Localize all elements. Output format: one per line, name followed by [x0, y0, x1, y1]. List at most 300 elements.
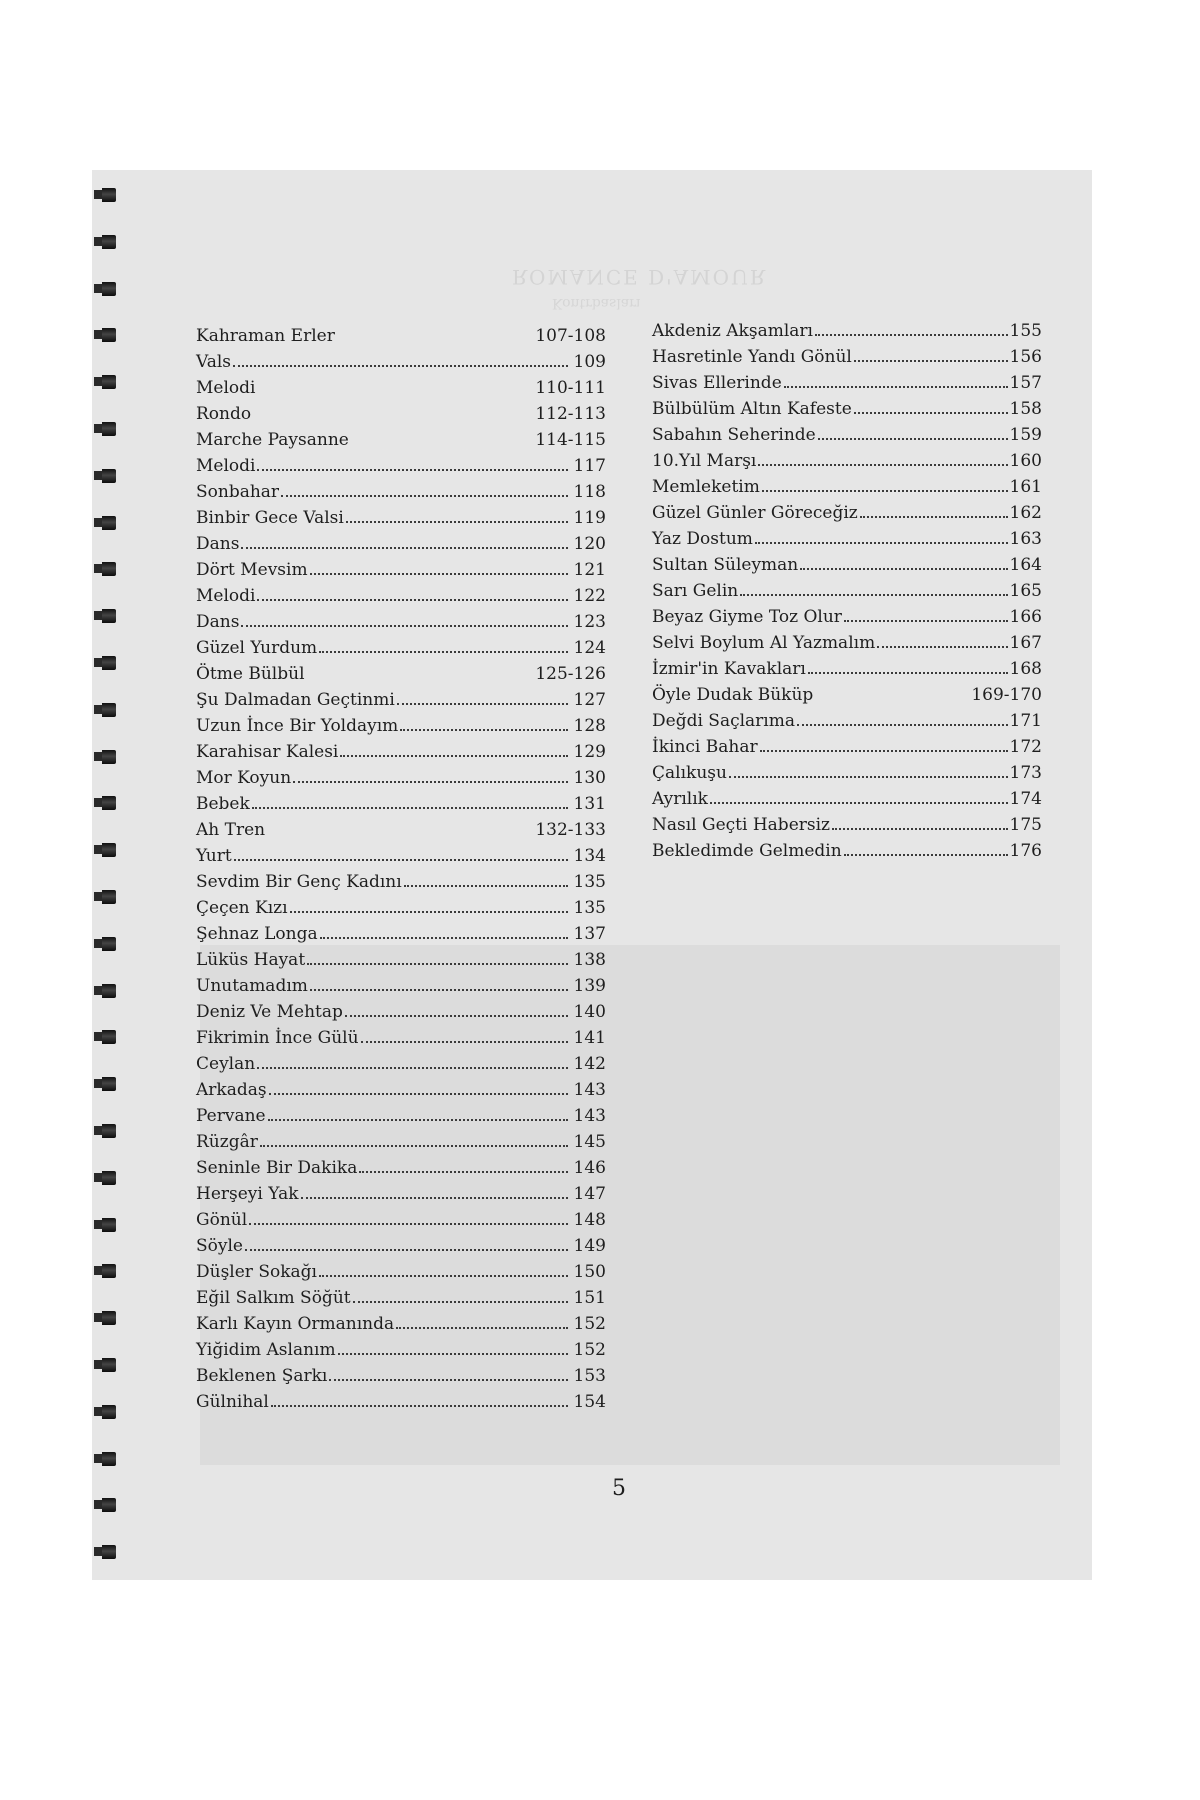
toc-entry	[196, 1259, 606, 1285]
dot-leader	[729, 775, 1008, 778]
toc-entry-title: Rüzgâr	[196, 1132, 258, 1152]
spiral-ring	[94, 188, 116, 202]
toc-entry-page: 157	[1009, 373, 1042, 393]
dot-leader	[710, 801, 1008, 804]
dot-leader	[353, 1300, 568, 1303]
dot-leader	[784, 385, 1008, 388]
dot-leader	[249, 1222, 568, 1225]
toc-entry-title: 10.Yıl Marşı	[652, 451, 757, 471]
spiral-ring-tip	[94, 1407, 102, 1416]
toc-entry	[652, 344, 1042, 370]
toc-entry	[196, 973, 606, 999]
toc-entry-title: Akdeniz Akşamları	[652, 321, 813, 341]
spiral-ring-body	[102, 1030, 116, 1044]
toc-entry-page: 173	[1009, 763, 1042, 783]
dot-leader	[234, 858, 568, 861]
spiral-ring	[94, 1124, 116, 1138]
toc-entry-title: Binbir Gece Valsi	[196, 508, 344, 528]
spiral-ring	[94, 422, 116, 436]
toc-entry	[196, 739, 606, 765]
spiral-ring-tip	[94, 798, 102, 807]
spiral-ring-tip	[94, 1454, 102, 1463]
toc-entry-page: 112-113	[535, 404, 606, 424]
toc-entry-page: 153	[573, 1366, 606, 1386]
toc-entry	[196, 921, 606, 947]
toc-entry	[196, 349, 606, 375]
spiral-ring-body	[102, 282, 116, 296]
dot-leader	[320, 936, 568, 939]
toc-entry	[652, 318, 1042, 344]
spiral-ring-body	[102, 1218, 116, 1232]
spiral-ring	[94, 1358, 116, 1372]
spiral-ring	[94, 1077, 116, 1091]
toc-entry	[196, 1025, 606, 1051]
dot-leader	[346, 520, 568, 523]
toc-entry	[652, 786, 1042, 812]
spiral-ring-tip	[94, 1500, 102, 1509]
spiral-ring-tip	[94, 518, 102, 527]
toc-entry	[652, 422, 1042, 448]
toc-entry-page: 158	[1009, 399, 1042, 419]
toc-entry-page: 117	[573, 456, 606, 476]
spiral-ring-body	[102, 516, 116, 530]
toc-entry-title: Düşler Sokağı	[196, 1262, 317, 1282]
toc-entry-title: Çalıkuşu	[652, 763, 727, 783]
dot-leader	[257, 468, 568, 471]
dot-leader	[338, 1352, 568, 1355]
dot-leader	[860, 515, 1008, 518]
toc-entry-page: 140	[573, 1002, 606, 1022]
spiral-ring-tip	[94, 1313, 102, 1322]
toc-entry-page: 174	[1009, 789, 1042, 809]
dot-leader	[310, 988, 568, 991]
toc-entry-page: 125-126	[535, 664, 606, 684]
toc-entry-page: 171	[1009, 711, 1042, 731]
toc-entry-title: Değdi Saçlarıma	[652, 711, 795, 731]
dot-leader	[755, 541, 1008, 544]
spiral-ring-tip	[94, 658, 102, 667]
spiral-ring-body	[102, 1311, 116, 1325]
dot-leader	[815, 333, 1008, 336]
spiral-binding	[90, 180, 126, 1580]
toc-entry-page: 164	[1009, 555, 1042, 575]
toc-entry-page: 154	[573, 1392, 606, 1412]
spiral-ring-body	[102, 1264, 116, 1278]
toc-entry	[652, 474, 1042, 500]
spiral-ring-tip	[94, 284, 102, 293]
spiral-ring-body	[102, 375, 116, 389]
toc-entry-title: Hasretinle Yandı Gönül	[652, 347, 852, 367]
dot-leader	[396, 1326, 568, 1329]
toc-entry	[652, 838, 1042, 864]
toc-entry-page: 166	[1009, 607, 1042, 627]
toc-entry-page: 141	[573, 1028, 606, 1048]
spiral-ring-tip	[94, 1126, 102, 1135]
dot-leader	[359, 1170, 568, 1173]
spiral-ring-tip	[94, 752, 102, 761]
toc-entry-title: Şehnaz Longa	[196, 924, 318, 944]
toc-entry-page: 143	[573, 1080, 606, 1100]
spiral-ring-body	[102, 1358, 116, 1372]
spiral-ring-tip	[94, 1173, 102, 1182]
spiral-ring-body	[102, 750, 116, 764]
toc-entry	[652, 760, 1042, 786]
toc-entry-page: 139	[573, 976, 606, 996]
toc-entry	[196, 1233, 606, 1259]
toc-entry-page: 107-108	[535, 326, 606, 346]
toc-entry-title: Bekledimde Gelmedin	[652, 841, 842, 861]
toc-entry-title: Marche Paysanne	[196, 430, 349, 450]
toc-entry	[652, 630, 1042, 656]
dot-leader	[877, 645, 1007, 648]
toc-entry-title: Herşeyi Yak	[196, 1184, 299, 1204]
toc-entry-title: Sevdim Bir Genç Kadını	[196, 872, 402, 892]
toc-entry-page: 167	[1009, 633, 1042, 653]
toc-entry-title: Gülnihal	[196, 1392, 269, 1412]
spiral-ring-tip	[94, 986, 102, 995]
toc-entry	[196, 1181, 606, 1207]
toc-entry	[196, 713, 606, 739]
spiral-ring-tip	[94, 471, 102, 480]
dot-leader	[290, 910, 568, 913]
toc-entry	[196, 1207, 606, 1233]
toc-entry	[196, 947, 606, 973]
spiral-ring	[94, 1030, 116, 1044]
toc-entry-title: Söyle	[196, 1236, 243, 1256]
spiral-ring	[94, 375, 116, 389]
toc-entry	[196, 895, 606, 921]
toc-entry-page: 152	[573, 1340, 606, 1360]
toc-entry-page: 138	[573, 950, 606, 970]
toc-entry-title: Öyle Dudak Büküp	[652, 685, 814, 705]
toc-entry	[652, 396, 1042, 422]
toc-entry	[196, 401, 606, 427]
toc-entry-page: 143	[573, 1106, 606, 1126]
toc-entry-page: 172	[1009, 737, 1042, 757]
toc-entry-title: Uzun İnce Bir Yoldayım	[196, 716, 399, 736]
spiral-ring-body	[102, 937, 116, 951]
toc-entry	[196, 375, 606, 401]
page-number: 5	[612, 1476, 626, 1501]
dot-leader	[257, 1066, 568, 1069]
toc-entry-page: 130	[573, 768, 606, 788]
toc-entry-title: Vals	[196, 352, 232, 372]
spiral-ring	[94, 1545, 116, 1559]
spiral-ring	[94, 656, 116, 670]
toc-entry-title: Beklenen Şarkı	[196, 1366, 328, 1386]
toc-entry-page: 160	[1009, 451, 1042, 471]
show-through-title: ROMANCE D'AMOUR	[512, 265, 767, 289]
toc-entry-title: Dans	[196, 534, 240, 554]
toc-entry-title: Melodi	[196, 456, 256, 476]
toc-entry-title: Dört Mevsim	[196, 560, 308, 580]
toc-entry-title: Selvi Boylum Al Yazmalım	[652, 633, 876, 653]
dot-leader	[245, 1248, 568, 1251]
spiral-ring	[94, 843, 116, 857]
toc-entry-page: 151	[573, 1288, 606, 1308]
dot-leader	[361, 1040, 568, 1043]
toc-entry	[652, 500, 1042, 526]
dot-leader	[268, 1118, 568, 1121]
toc-entry	[652, 734, 1042, 760]
spiral-ring	[94, 1452, 116, 1466]
toc-entry-title: Seninle Bir Dakika	[196, 1158, 358, 1178]
spiral-ring-body	[102, 1077, 116, 1091]
spiral-ring-body	[102, 422, 116, 436]
toc-entry-page: 135	[573, 898, 606, 918]
toc-entry-title: Nasıl Geçti Habersiz	[652, 815, 830, 835]
toc-entry-page: 149	[573, 1236, 606, 1256]
spiral-ring	[94, 1405, 116, 1419]
toc-entry-page: 110-111	[535, 378, 606, 398]
toc-entry-title: Ayrılık	[652, 789, 708, 809]
dot-leader	[329, 1378, 568, 1381]
toc-entry	[196, 869, 606, 895]
spiral-ring-tip	[94, 377, 102, 386]
toc-entry-page: 148	[573, 1210, 606, 1230]
toc-entry	[196, 1155, 606, 1181]
toc-entry-title: Lüküs Hayat	[196, 950, 306, 970]
spiral-ring	[94, 1311, 116, 1325]
toc-entry	[652, 578, 1042, 604]
dot-leader	[844, 853, 1008, 856]
dot-leader	[345, 1014, 568, 1017]
toc-entry-page: 109	[573, 352, 606, 372]
dot-leader	[397, 702, 568, 705]
toc-entry	[196, 999, 606, 1025]
toc-entry-title: Güzel Yurdum	[196, 638, 318, 658]
toc-entry	[196, 557, 606, 583]
toc-entry-page: 155	[1009, 321, 1042, 341]
dot-leader	[260, 1144, 568, 1147]
toc-entry	[196, 583, 606, 609]
toc-entry-title: Yiğidim Aslanım	[196, 1340, 336, 1360]
spiral-ring-tip	[94, 1079, 102, 1088]
toc-entry-title: Sultan Süleyman	[652, 555, 799, 575]
toc-entry-page: 123	[573, 612, 606, 632]
toc-entry-page: 147	[573, 1184, 606, 1204]
spiral-ring-tip	[94, 845, 102, 854]
toc-entry-title: Karahisar Kalesi	[196, 742, 339, 762]
spiral-ring-tip	[94, 1032, 102, 1041]
toc-entry-title: Ötme Bülbül	[196, 664, 305, 684]
toc-entry-title: Sabahın Seherinde	[652, 425, 816, 445]
spiral-ring	[94, 984, 116, 998]
toc-entry-page: 129	[573, 742, 606, 762]
spiral-ring	[94, 937, 116, 951]
spiral-ring-body	[102, 562, 116, 576]
spiral-ring-body	[102, 328, 116, 342]
dot-leader	[760, 749, 1008, 752]
toc-entry-page: 135	[573, 872, 606, 892]
toc-entry-page: 119	[573, 508, 606, 528]
spiral-ring-tip	[94, 939, 102, 948]
toc-entry-page: 145	[573, 1132, 606, 1152]
toc-entry-page: 118	[573, 482, 606, 502]
toc-entry	[196, 479, 606, 505]
toc-entry-page: 152	[573, 1314, 606, 1334]
toc-entry-title: Eğil Salkım Söğüt	[196, 1288, 351, 1308]
spiral-ring-body	[102, 796, 116, 810]
spiral-ring-tip	[94, 237, 102, 246]
dot-leader	[340, 754, 568, 757]
toc-entry-page: 128	[573, 716, 606, 736]
toc-entry-page: 131	[573, 794, 606, 814]
spiral-ring	[94, 562, 116, 576]
toc-entry-page: 156	[1009, 347, 1042, 367]
spiral-ring-tip	[94, 1220, 102, 1229]
toc-entry	[196, 427, 606, 453]
toc-entry-title: Unutamadım	[196, 976, 308, 996]
toc-entry-page: 122	[573, 586, 606, 606]
toc-entry-page: 161	[1009, 477, 1042, 497]
toc-entry-title: Güzel Günler Göreceğiz	[652, 503, 858, 523]
dot-leader	[293, 780, 568, 783]
spiral-ring	[94, 282, 116, 296]
toc-entry	[652, 656, 1042, 682]
toc-entry-page: 127	[573, 690, 606, 710]
toc-entry	[196, 1077, 606, 1103]
toc-entry-title: Beyaz Giyme Toz Olur	[652, 607, 842, 627]
toc-right-column	[652, 318, 1042, 864]
toc-entry-title: Rondo	[196, 404, 252, 424]
toc-entry-title: Yaz Dostum	[652, 529, 753, 549]
toc-left-column	[196, 323, 606, 1415]
toc-entry-title: Arkadaş	[196, 1080, 267, 1100]
toc-entry	[196, 1311, 606, 1337]
toc-entry-title: Deniz Ve Mehtap	[196, 1002, 343, 1022]
toc-entry-title: Kahraman Erler	[196, 326, 335, 346]
toc-entry	[196, 687, 606, 713]
spiral-ring-body	[102, 1545, 116, 1559]
spiral-ring	[94, 328, 116, 342]
toc-entry-page: 142	[573, 1054, 606, 1074]
dot-leader	[740, 593, 1007, 596]
spiral-ring-body	[102, 1405, 116, 1419]
toc-entry	[652, 552, 1042, 578]
toc-entry	[196, 791, 606, 817]
dot-leader	[762, 489, 1008, 492]
toc-entry-page: 124	[573, 638, 606, 658]
spiral-ring	[94, 1218, 116, 1232]
spiral-ring	[94, 469, 116, 483]
dot-leader	[319, 650, 568, 653]
toc-entry	[196, 1337, 606, 1363]
toc-entry-page: 168	[1009, 659, 1042, 679]
toc-entry-page: 169-170	[971, 685, 1042, 705]
spiral-ring	[94, 750, 116, 764]
toc-entry-title: Sivas Ellerinde	[652, 373, 782, 393]
toc-entry-page: 121	[573, 560, 606, 580]
toc-entry	[196, 1389, 606, 1415]
dot-leader	[400, 728, 568, 731]
spiral-ring-body	[102, 656, 116, 670]
toc-entry-page: 165	[1009, 581, 1042, 601]
toc-entry	[196, 531, 606, 557]
toc-entry-page: 137	[573, 924, 606, 944]
spiral-ring-tip	[94, 705, 102, 714]
toc-entry	[196, 1103, 606, 1129]
dot-leader	[271, 1404, 568, 1407]
spiral-ring-tip	[94, 424, 102, 433]
spiral-ring	[94, 890, 116, 904]
dot-leader	[800, 567, 1007, 570]
toc-entry	[196, 505, 606, 531]
dot-leader	[818, 437, 1008, 440]
toc-entry-title: Pervane	[196, 1106, 266, 1126]
spiral-ring-body	[102, 469, 116, 483]
toc-entry	[196, 1285, 606, 1311]
spiral-ring	[94, 1264, 116, 1278]
toc-entry-title: Karlı Kayın Ormanında	[196, 1314, 395, 1334]
spiral-ring-tip	[94, 611, 102, 620]
dot-leader	[307, 962, 568, 965]
toc-entry-title: İzmir'in Kavakları	[652, 659, 806, 679]
spiral-ring-tip	[94, 892, 102, 901]
dot-leader	[310, 572, 568, 575]
spiral-ring-body	[102, 609, 116, 623]
dot-leader	[797, 723, 1008, 726]
spiral-ring-tip	[94, 1547, 102, 1556]
spiral-ring-body	[102, 984, 116, 998]
spiral-ring	[94, 796, 116, 810]
toc-entry	[196, 765, 606, 791]
spiral-ring	[94, 1171, 116, 1185]
dot-leader	[252, 806, 568, 809]
toc-entry-title: Gönül	[196, 1210, 248, 1230]
dot-leader	[257, 598, 568, 601]
spiral-ring-tip	[94, 564, 102, 573]
toc-entry	[652, 708, 1042, 734]
toc-entry	[196, 1051, 606, 1077]
show-through-subtitle: Kontrbasları	[552, 295, 641, 311]
toc-entry-page: 162	[1009, 503, 1042, 523]
spiral-ring	[94, 235, 116, 249]
dot-leader	[854, 359, 1008, 362]
toc-entry	[652, 812, 1042, 838]
toc-entry-title: Bülbülüm Altın Kafeste	[652, 399, 852, 419]
dot-leader	[241, 546, 568, 549]
spiral-ring	[94, 703, 116, 717]
spiral-ring	[94, 609, 116, 623]
spiral-ring-body	[102, 843, 116, 857]
dot-leader	[854, 411, 1008, 414]
toc-entry	[196, 323, 606, 349]
toc-entry	[652, 370, 1042, 396]
spiral-ring	[94, 1498, 116, 1512]
toc-entry-title: Melodi	[196, 586, 256, 606]
toc-entry	[196, 635, 606, 661]
spiral-ring-body	[102, 1171, 116, 1185]
toc-entry-page: 159	[1009, 425, 1042, 445]
dot-leader	[758, 463, 1007, 466]
dot-leader	[844, 619, 1008, 622]
spiral-ring-body	[102, 1452, 116, 1466]
toc-entry	[196, 843, 606, 869]
toc-entry-title: Çeçen Kızı	[196, 898, 288, 918]
toc-entry-page: 120	[573, 534, 606, 554]
spiral-ring-body	[102, 1498, 116, 1512]
toc-entry	[196, 817, 606, 843]
toc-entry-title: Dans	[196, 612, 240, 632]
toc-entry-page: 176	[1009, 841, 1042, 861]
dot-leader	[404, 884, 568, 887]
toc-entry-title: Ah Tren	[196, 820, 266, 840]
toc-entry-title: Sarı Gelin	[652, 581, 739, 601]
dot-leader	[319, 1274, 568, 1277]
toc-entry	[652, 604, 1042, 630]
spiral-ring-tip	[94, 1266, 102, 1275]
